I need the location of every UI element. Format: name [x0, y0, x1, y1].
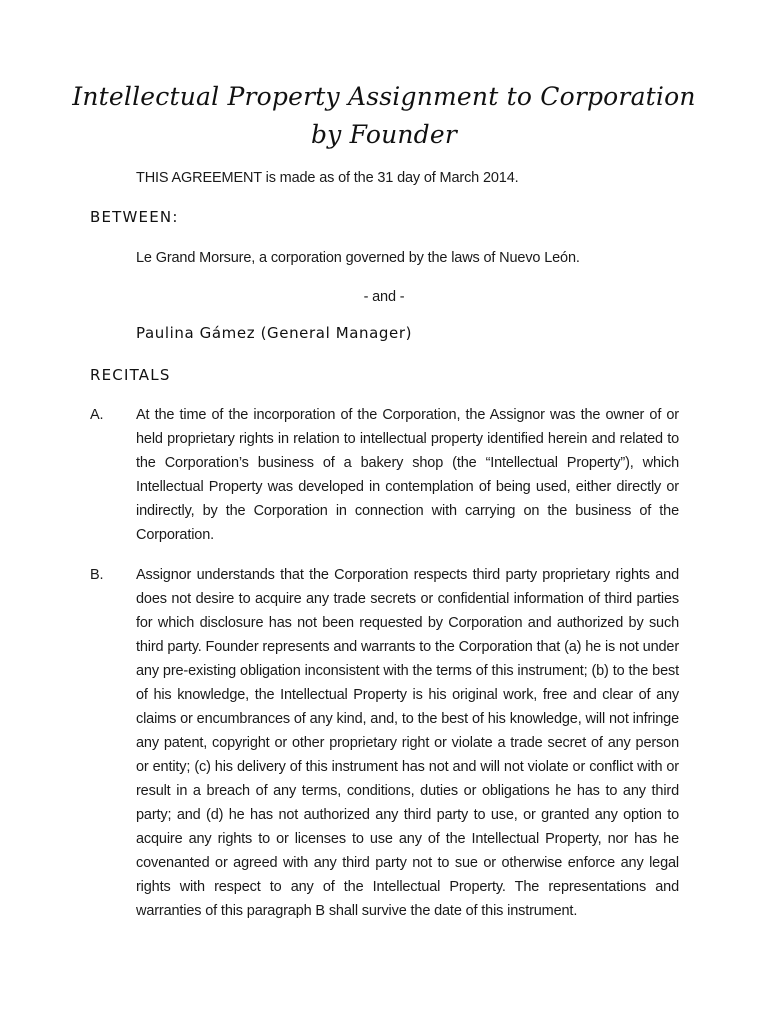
and-separator: - and -	[363, 289, 405, 305]
between-heading: BETWEEN:	[90, 208, 179, 226]
party-one: Le Grand Morsure, a corporation governed by the laws of Nuevo León.	[136, 250, 580, 266]
document-title: Intellectual Property Assignment to Corporation by Founder	[72, 82, 696, 149]
recital-text: Assignor understands that the Corporation respects third party proprietary rights and does not desire to acquire any trade secrets or confidential information of third parties for which disclosure has not been requested by Corporation and authorized by such third party. Founder represents and warrants to the Corporation that (a) he is not under any pre-existing obligation inconsistent with the terms of this instrument; (b) to the best of his knowledge, the Intellectual Property is his original work, free and clear of any claims or encumbrances of any kind, and, to the best of his knowledge, will not infringe any patent, copyright or other proprietary right or violate a trade secret of any person or entity; (c) his delivery of this instrument has not and will not violate or conflict with or result in a breach of any terms, conditions, duties or obligations he has to any third party; and (d) he has not authorized any third party to use, or granted any option to acquire any rights to or licenses to use any of the Intellectual Property, nor has he covenanted or agreed with any third party not to sue or otherwise enforce any legal rights with respect to any of the Intellectual Property. The representations and warranties of this paragraph B shall survive the date of this instrument.	[136, 567, 679, 919]
agreement-intro: THIS AGREEMENT is made as of the 31 day of March 2014.	[136, 170, 519, 186]
recital-text: At the time of the incorporation of the Corporation, the Assignor was the owner of or held proprietary rights in relation to intellectual property identified herein and related to the Corporation’s business of a bakery shop (the “Intellectual Property”), which Intellectual Property was developed in contemplation of being used, either directly or indirectly, by the Corporation in connection with carrying on the business of the Corporation.	[136, 407, 679, 543]
party-two: Paulina Gámez (General Manager)	[136, 324, 413, 342]
recitals-heading: RECITALS	[90, 366, 171, 384]
recital-letter: A.	[90, 407, 104, 423]
recital-letter: B.	[90, 567, 104, 583]
